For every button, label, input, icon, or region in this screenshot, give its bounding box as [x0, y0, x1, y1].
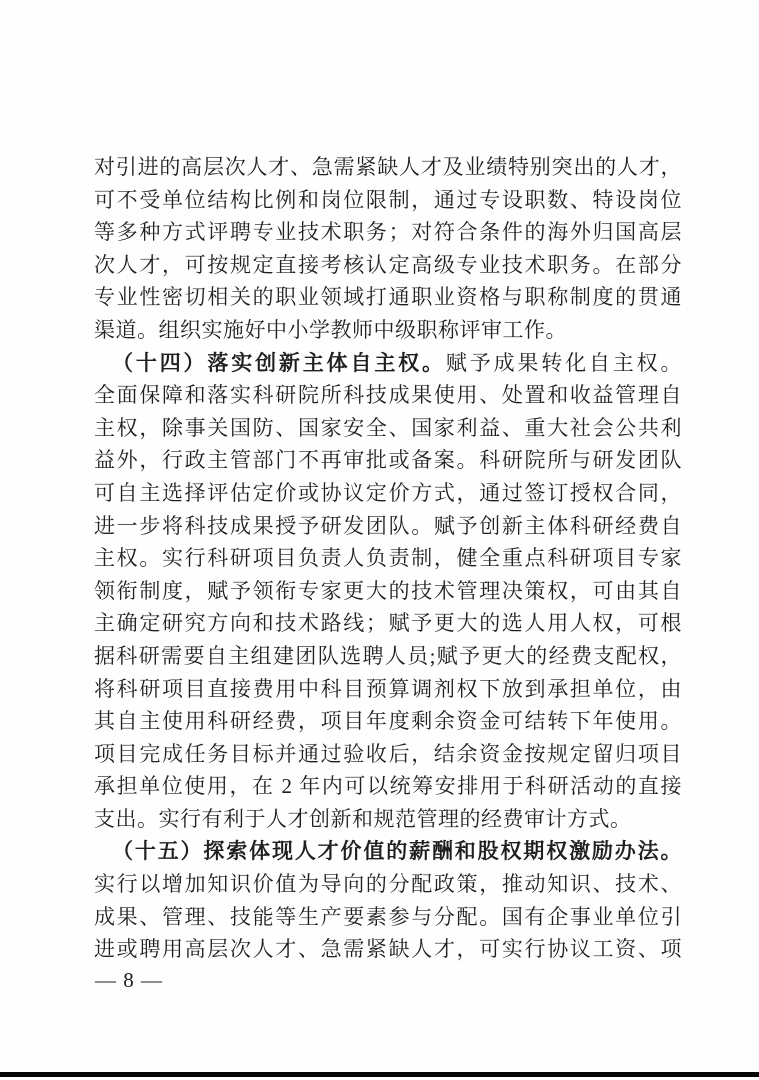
- text-line: [94, 444, 682, 477]
- text-segment: 领衔制度，赋予领衔专家更大的技术管理决策权，可由其自: [94, 578, 682, 603]
- text-line: [94, 868, 682, 901]
- text-line: [94, 542, 682, 575]
- text-segment: 支出。实行有利于人才创新和规范管理的经费审计方式。: [94, 806, 632, 831]
- text-segment-bold: （十五）探索体现人才价值的薪酬和股权期权激励办法。: [112, 839, 682, 864]
- text-segment: 主权，除事关国防、国家安全、国家利益、重大社会公共利: [94, 415, 682, 440]
- text-segment: 成果、管理、技能等生产要素参与分配。国有企事业单位引: [94, 904, 682, 929]
- text-segment: 进一步将科技成果授予研发团队。赋予创新主体科研经费自: [94, 513, 682, 538]
- text-line: [94, 738, 682, 771]
- text-segment: 主权。实行科研项目负责人负责制，健全重点科研项目专家: [94, 546, 682, 571]
- text-line: [94, 803, 682, 836]
- text-line: [94, 901, 682, 934]
- text-segment-bold: （十四）落实创新主体自主权。: [112, 350, 446, 375]
- text-line: [94, 607, 682, 640]
- text-line: [94, 770, 682, 803]
- text-segment: 项目完成任务目标并通过验收后，结余资金按规定留归项目: [94, 741, 682, 766]
- text-segment: 赋予成果转化自主权。: [445, 350, 682, 375]
- text-segment: 等多种方式评聘专业技术职务；对符合条件的海外归国高层: [94, 220, 682, 245]
- page-bottom-rule: [0, 1072, 759, 1077]
- text-line: [94, 933, 682, 966]
- text-line: [94, 249, 682, 282]
- text-segment: 可不受单位结构比例和岗位限制，通过专设职数、特设岗位: [94, 187, 682, 212]
- text-segment: 其自主使用科研经费，项目年度剩余资金可结转下年使用。: [94, 709, 682, 734]
- text-line: [94, 281, 682, 314]
- text-segment: 益外，行政主管部门不再审批或备案。科研院所与研发团队: [94, 448, 682, 473]
- text-line: [94, 347, 682, 380]
- text-line: [94, 640, 682, 673]
- text-line: [94, 314, 682, 347]
- page-number: — 8 —: [95, 968, 163, 992]
- text-line: [94, 575, 682, 608]
- text-segment: 据科研需要自主组建团队选聘人员;赋予更大的经费支配权，: [94, 643, 682, 668]
- text-line: [94, 412, 682, 445]
- text-segment: 实行以增加知识价值为导向的分配政策，推动知识、技术、: [94, 872, 682, 897]
- text-line: [94, 216, 682, 249]
- text-segment: 主确定研究方向和技术路线；赋予更大的选人用人权，可根: [94, 611, 682, 636]
- text-segment: 对引进的高层次人才、急需紧缺人才及业绩特别突出的人才，: [94, 155, 682, 179]
- text-line: [94, 151, 682, 184]
- text-segment: 承担单位使用，在 2 年内可以统筹安排用于科研活动的直接: [94, 774, 682, 799]
- page-body-text: [94, 151, 682, 966]
- text-segment: 渠道。组织实施好中小学教师中级职称评审工作。: [94, 317, 567, 342]
- text-segment: 进或聘用高层次人才、急需紧缺人才，可实行协议工资、项: [94, 937, 682, 962]
- text-line: [94, 379, 682, 412]
- text-segment: 专业性密切相关的职业领域打通职业资格与职称制度的贯通: [94, 285, 682, 310]
- text-segment: 可自主选择评估定价或协议定价方式，通过签订授权合同，: [94, 480, 682, 505]
- text-line: [94, 184, 682, 217]
- text-line: [94, 510, 682, 543]
- text-line: [94, 477, 682, 510]
- text-segment: 将科研项目直接费用中科目预算调剂权下放到承担单位，由: [94, 676, 682, 701]
- text-line: [94, 705, 682, 738]
- text-line: [94, 835, 682, 868]
- text-segment: 全面保障和落实科研院所科技成果使用、处置和收益管理自: [94, 383, 682, 408]
- text-segment: 次人才，可按规定直接考核认定高级专业技术职务。在部分: [94, 252, 682, 277]
- text-line: [94, 673, 682, 706]
